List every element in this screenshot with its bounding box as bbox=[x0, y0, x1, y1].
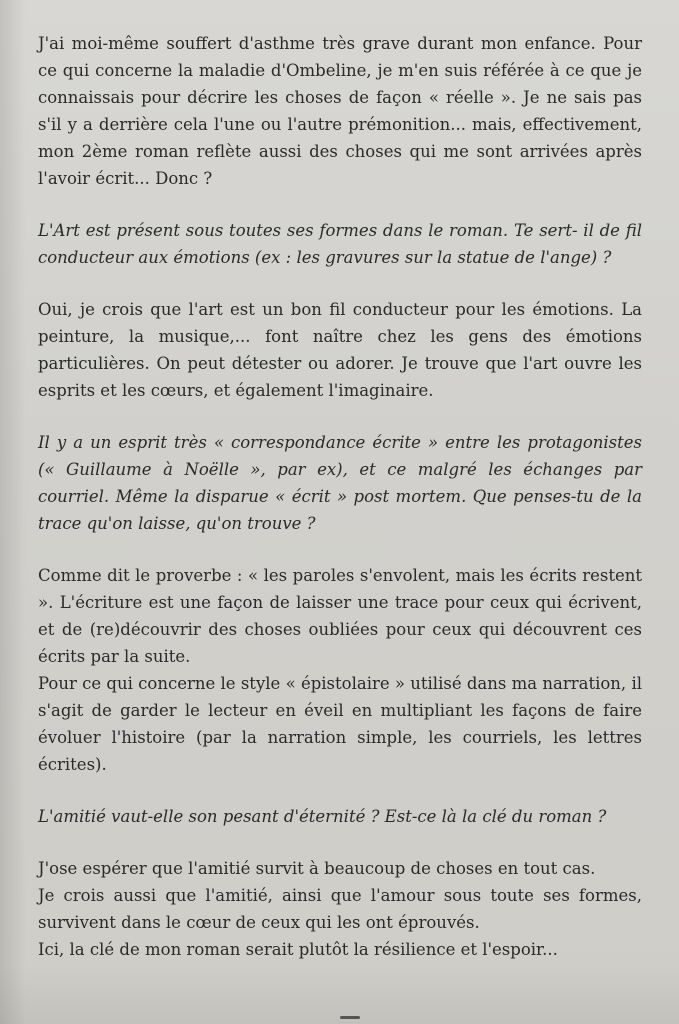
page-bottom-mark bbox=[340, 1016, 360, 1019]
page-text bbox=[38, 30, 642, 963]
answer-paragraph-2: Oui, je crois que l'art est un bon fil conducteur pour les émotions. La peinture, la musique,... font naître chez les gens des émotions particulières. On peut détester ou adorer. Je trouve que l'art ouvre les esprits et les cœurs, et également l'imaginaire. bbox=[38, 300, 642, 400]
answer-paragraph-4b: Je crois aussi que l'amitié, ainsi que l'amour sous toute ses formes, survivent dans le cœur de ceux qui les ont éprouvés. bbox=[38, 886, 642, 932]
page-bottom-shadow bbox=[0, 964, 679, 1024]
answer-paragraph-1: J'ai moi-même souffert d'asthme très grave durant mon enfance. Pour ce qui concerne la maladie d'Ombeline, je m'en suis référée à ce que je connaissais pour décrire les choses de façon « réelle ». Je ne sais pas s'il y a derrière cela l'une ou l'autre prémonition... mais, effectivement, mon 2ème roman reflète aussi des choses qui me sont arrivées après l'avoir écrit... Donc ? bbox=[38, 34, 642, 188]
question-paragraph-2: Il y a un esprit très « correspondance écrite » entre les protagonistes (« Guillaume à Noëlle », par ex), et ce malgré les échanges par courriel. Même la disparue « écrit » post mortem. Que penses-tu de la trace qu'on laisse, qu'on trouve ? bbox=[38, 433, 642, 533]
answer-paragraph-3a: Comme dit le proverbe : « les paroles s'envolent, mais les écrits restent ». L'écriture est une façon de laisser une trace pour ceux qui écrivent, et de (re)découvrir des choses oubliées pour ceux qui découvrent ces écrits par la suite. bbox=[38, 566, 642, 666]
page-gutter-shadow bbox=[0, 0, 26, 1024]
answer-paragraph-4c: Ici, la clé de mon roman serait plutôt la résilience et l'espoir... bbox=[38, 940, 558, 959]
question-paragraph-1: L'Art est présent sous toutes ses formes dans le roman. Te sert- il de fil conducteur aux émotions (ex : les gravures sur la statue de l'ange) ? bbox=[38, 221, 642, 267]
answer-paragraph-3b: Pour ce qui concerne le style « épistolaire » utilisé dans ma narration, il s'agit de garder le lecteur en éveil en multipliant les façons de faire évoluer l'histoire (par la narration simple, les courriels, les lettres écrites). bbox=[38, 674, 642, 774]
question-paragraph-3: L'amitié vaut-elle son pesant d'éternité ? Est-ce là la clé du roman ? bbox=[38, 807, 607, 826]
answer-paragraph-4a: J'ose espérer que l'amitié survit à beaucoup de choses en tout cas. bbox=[38, 859, 596, 878]
